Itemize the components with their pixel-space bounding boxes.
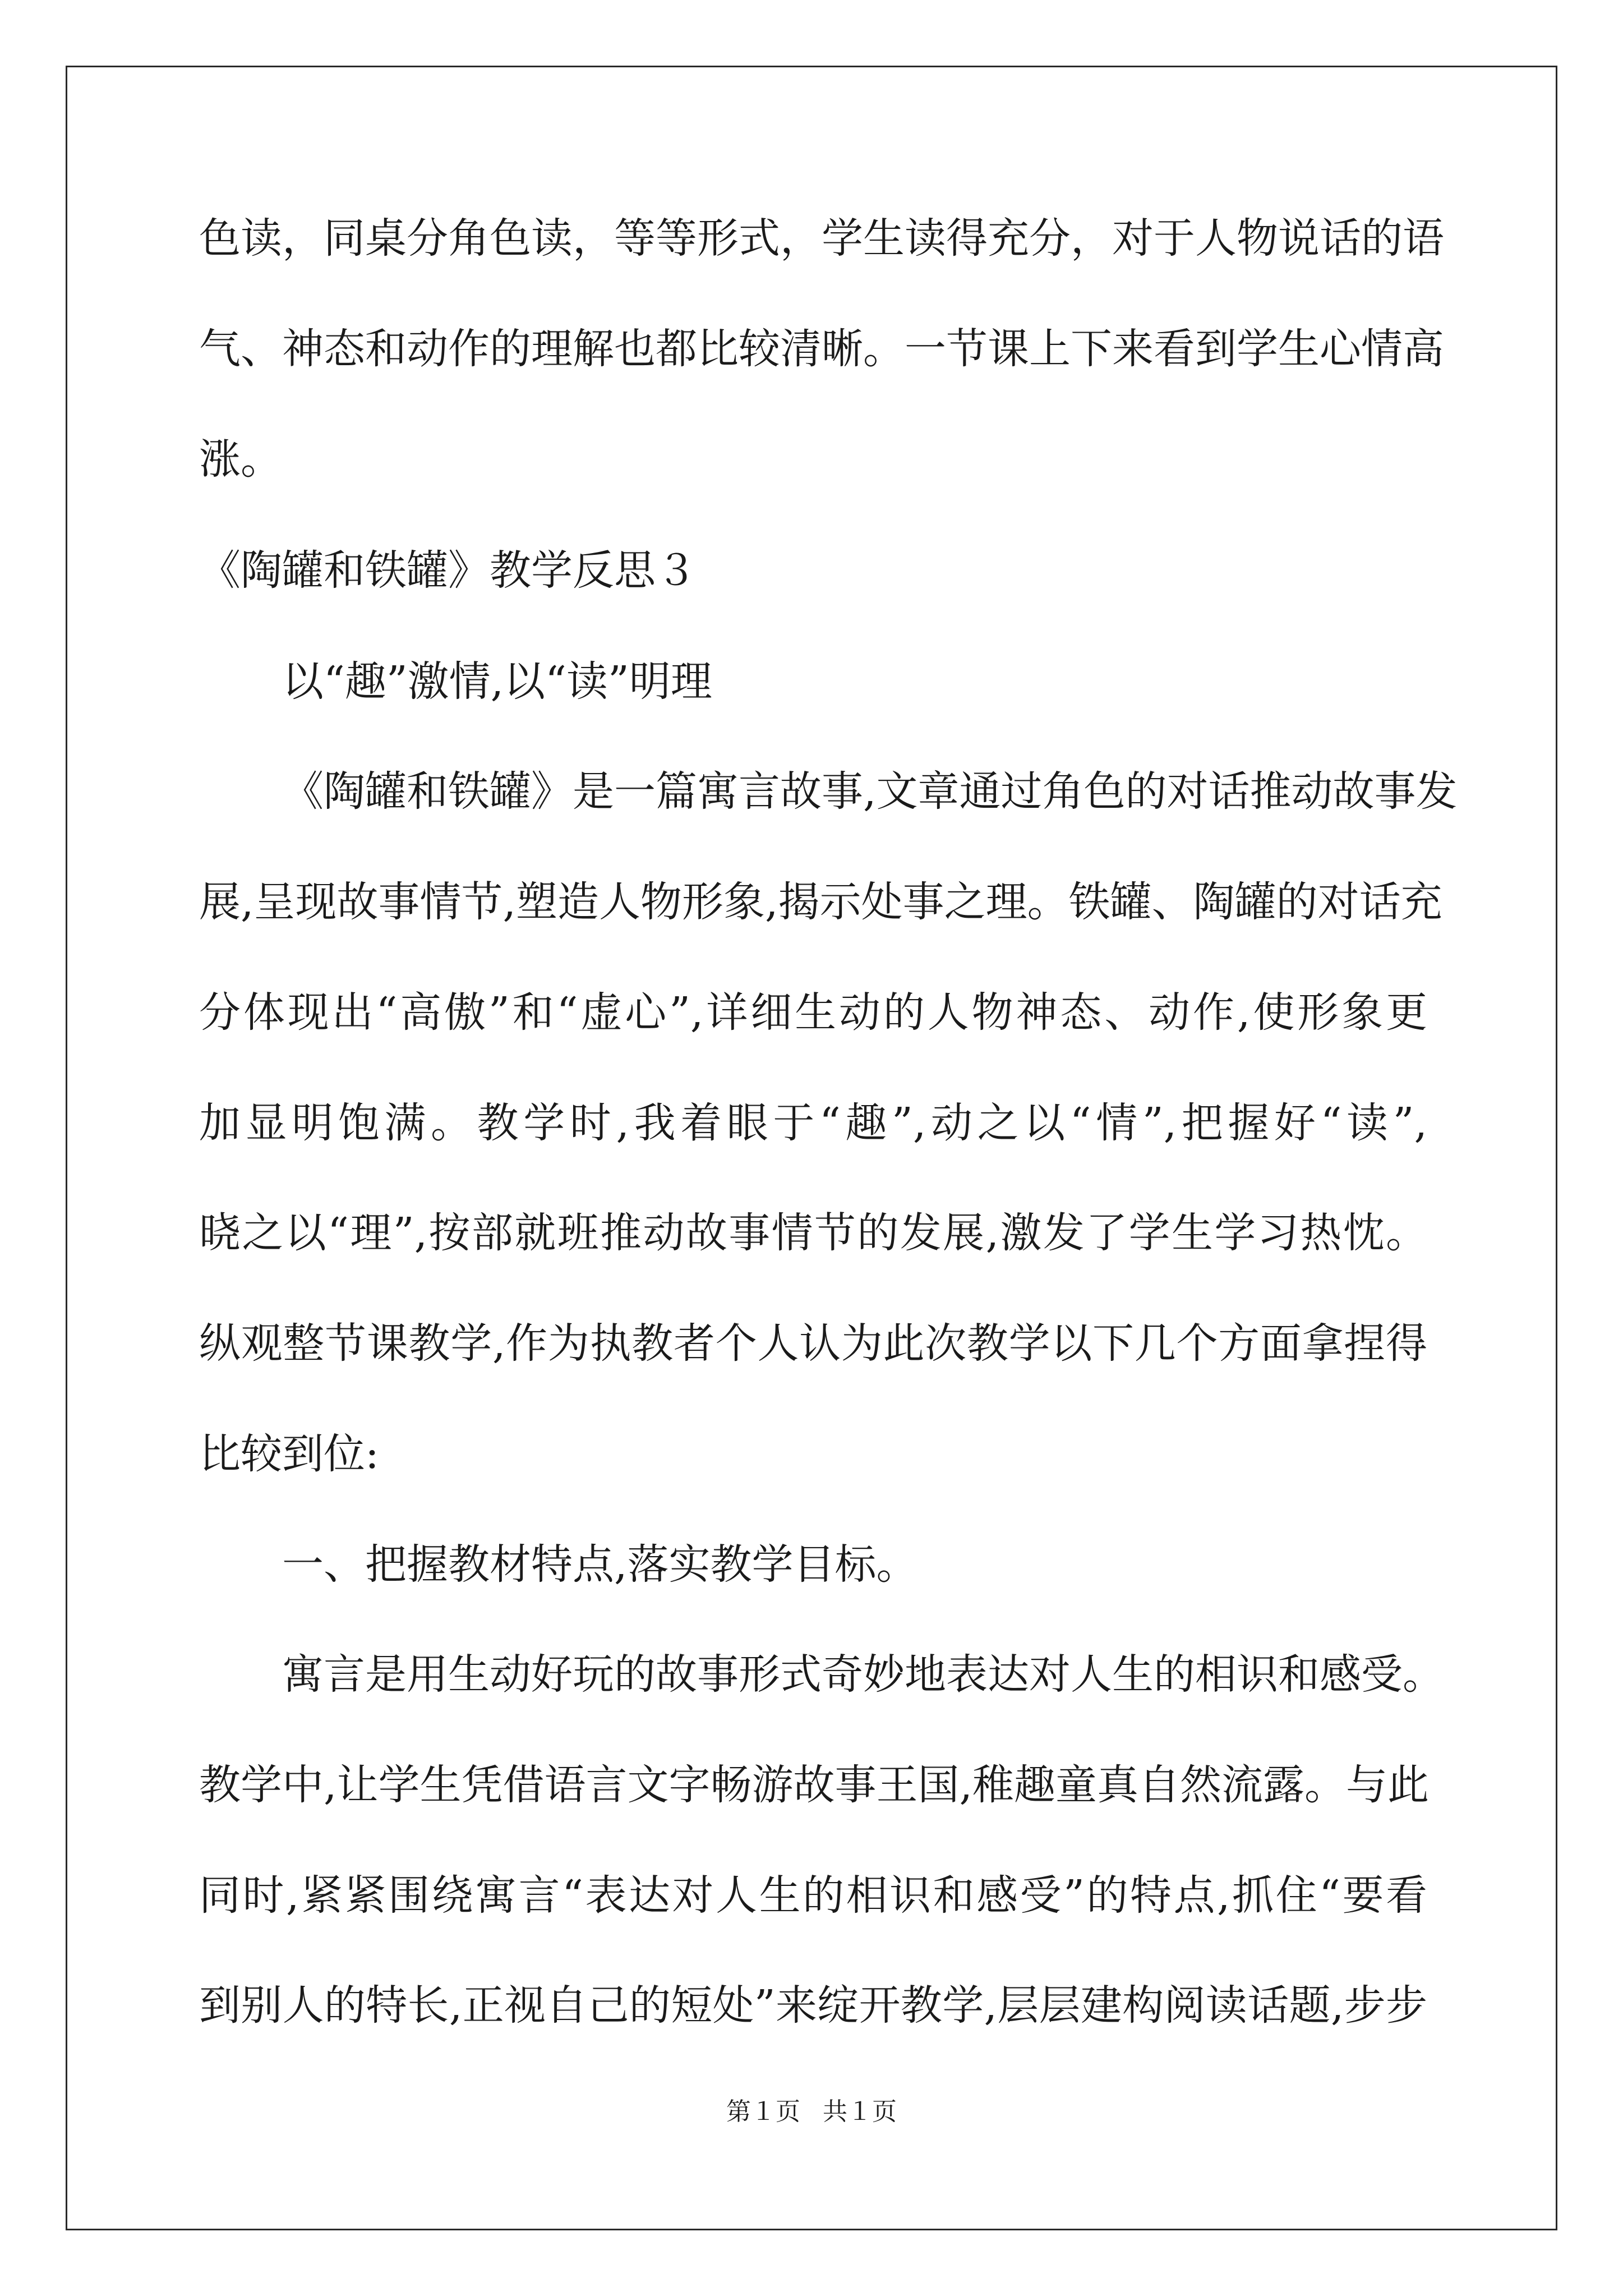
section-heading: 《陶罐和铁罐》教学反思３ xyxy=(199,546,697,595)
text-line: 展,呈现故事情节,塑造人物形象,揭示处事之理。铁罐、陶罐的对话充 xyxy=(199,878,1442,926)
page-footer xyxy=(0,2095,1623,2129)
point-heading: 一、把握教材特点,落实教学目标。 xyxy=(282,1540,918,1589)
text-line: 到别人的特长,正视自己的短处”来绽开教学,层层建构阅读话题,步步 xyxy=(199,1981,1427,2030)
text-line: 涨。 xyxy=(199,435,282,484)
text-line: 《陶罐和铁罐》是一篇寓言故事,文章通过角色的对话推动故事发 xyxy=(282,767,1458,816)
text-line: 加显明饱满。教学时,我着眼于“趣”,动之以“情”,把握好“读”, xyxy=(199,1099,1427,1147)
text-line: 寓言是用生动好玩的故事形式奇妙地表达对人生的相识和感受。 xyxy=(282,1650,1444,1699)
text-line: 气、神态和动作的理解也都比较清晰。一节课上下来看到学生心情高 xyxy=(199,325,1444,373)
page-number: 第１页 xyxy=(726,2097,800,2126)
text-line: 分体现出“高傲”和“虚心”,详细生动的人物神态、动作,使形象更 xyxy=(199,988,1427,1037)
text-line: 纵观整节课教学,作为执教者个人认为此次教学以下几个方面拿捏得 xyxy=(199,1319,1427,1368)
text-line: 教学中,让学生凭借语言文字畅游故事王国,稚趣童真自然流露。与此 xyxy=(199,1761,1430,1809)
page-total: 共１页 xyxy=(823,2097,897,2126)
text-line: 晓之以“理”,按部就班推动故事情节的发展,激发了学生学习热忱。 xyxy=(199,1209,1427,1257)
text-line: 比较到位: xyxy=(199,1430,379,1478)
text-line: 同时,紧紧围绕寓言“表达对人生的相识和感受”的特点,抓住“要看 xyxy=(199,1871,1427,1920)
subtitle: 以“趣”激情,以“读”明理 xyxy=(282,657,712,706)
text-line: 色读，同桌分角色读，等等形式，学生读得充分，对于人物说话的语 xyxy=(199,214,1444,263)
